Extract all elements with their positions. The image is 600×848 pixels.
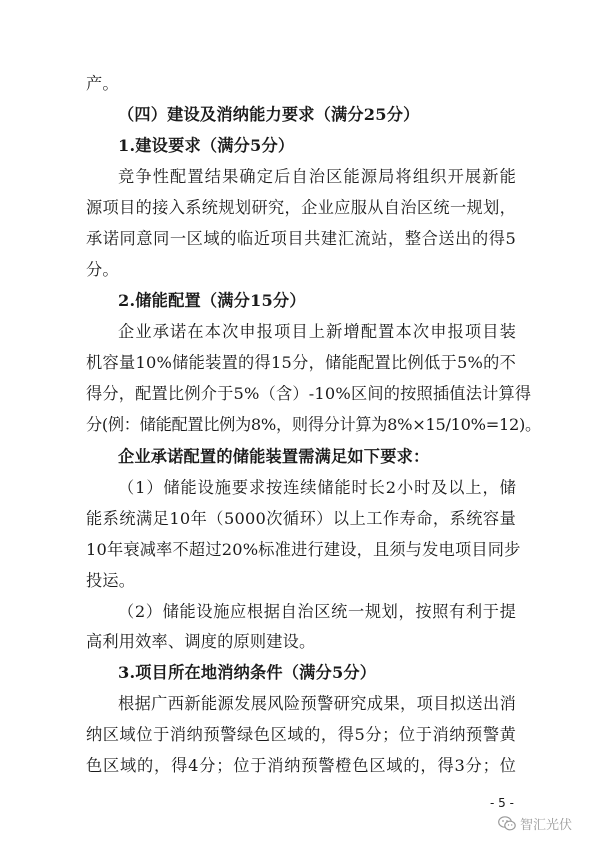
subsection-heading: 3.项目所在地消纳条件（满分5分） [118,663,377,682]
text-line-bold: 企业承诺配置的储能装置需满足如下要求： [118,447,430,466]
text-line: 根据广西新能源发展风险预警研究成果，项目拟送出消 [118,694,516,713]
text-line: 投运。 [86,571,136,590]
text-line: 机容量10%储能装置的得15分，储能配置比例低于5%的不 [86,353,516,372]
text-line: 高利用效率、调度的原则建设。 [86,632,316,651]
subsection-heading: 2.储能配置（满分15分） [118,291,306,310]
wechat-icon [498,816,516,831]
text-line: 产。 [86,74,119,93]
text-line: 得分，配置比例介于5%（含）-10%区间的按照插值法计算得 [86,384,532,403]
text-line: 竞争性配置结果确定后自治区能源局将组织开展新能 [118,167,516,186]
text-line: （1）储能设施要求按连续储能时长2小时及以上，储 [118,478,516,497]
text-line: 纳区域位于消纳预警绿色区域的，得5分；位于消纳预警黄 [86,725,516,744]
section-heading: （四）建设及消纳能力要求（满分25分） [118,105,420,124]
text-line: 10年衰减率不超过20%标准进行建设，且须与发电项目同步 [86,540,521,559]
subsection-heading: 1.建设要求（满分5分） [118,136,295,155]
text-line: 承诺同意同一区域的临近项目共建汇流站，整合送出的得5 [86,229,516,248]
page-number: - 5 - [490,796,514,810]
text-line: 企业承诺在本次申报项目上新增配置本次申报项目装 [118,322,516,341]
text-line: 色区域的，得4分；位于消纳预警橙色区域的，得3分；位 [86,756,516,775]
text-line: 分。 [86,260,119,279]
text-line: 能系统满足10年（5000次循环）以上工作寿命，系统容量 [86,509,516,528]
text-line: （2）储能设施应根据自治区统一规划，按照有利于提 [118,602,516,621]
watermark-text: 智汇光伏 [520,818,573,833]
text-line: 源项目的接入系统规划研究，企业应服从自治区统一规划， [86,198,516,217]
text-line: 分(例：储能配置比例为8%，则得分计算为8%×15/10%=12)。 [86,415,541,434]
watermark [498,814,572,833]
